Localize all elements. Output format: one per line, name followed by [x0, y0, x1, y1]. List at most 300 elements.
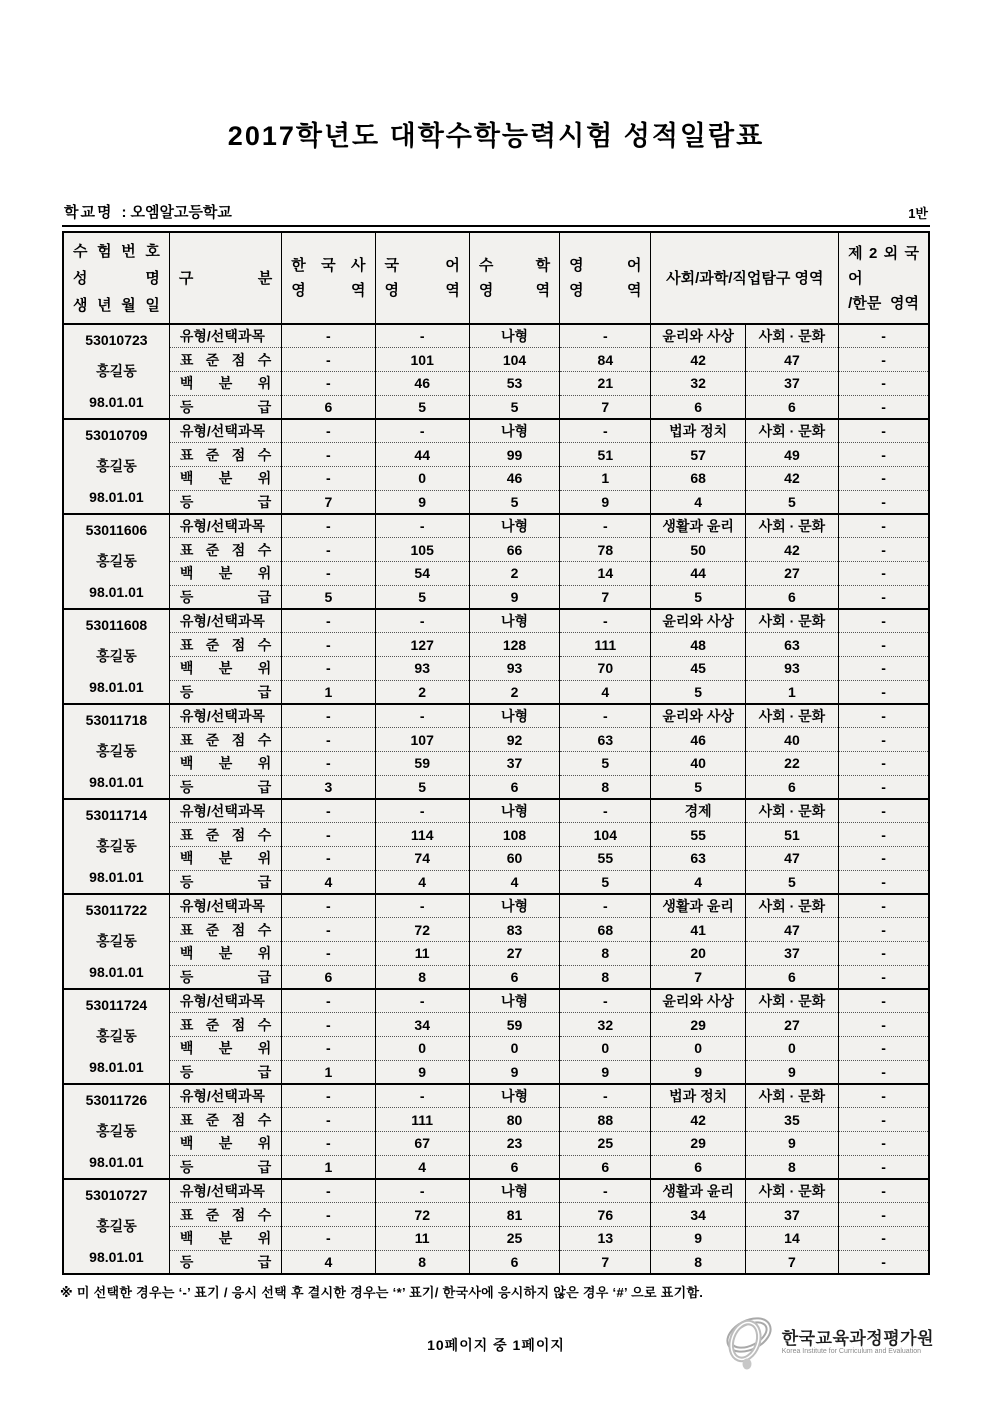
score-cell: -	[282, 514, 375, 538]
score-cell: 55	[651, 823, 745, 847]
score-cell: 윤리와 사상	[651, 324, 745, 348]
score-cell: 0	[560, 1037, 651, 1061]
score-cell: 72	[375, 918, 469, 942]
score-cell: 5	[745, 870, 838, 894]
score-cell: 93	[375, 657, 469, 681]
score-cell: 4	[282, 1250, 375, 1274]
score-cell: -	[560, 609, 651, 633]
score-cell: 1	[282, 1155, 375, 1179]
score-cell: 104	[560, 823, 651, 847]
score-cell: -	[282, 657, 375, 681]
header-student-line2: 성 명	[73, 269, 160, 287]
student-info-cell	[63, 324, 169, 419]
row-label: 백 분 위	[169, 942, 281, 966]
score-cell: -	[839, 847, 929, 871]
row-label: 등 급	[169, 395, 281, 419]
row-label: 표 준 점 수	[169, 633, 281, 657]
score-cell: 78	[560, 538, 651, 562]
score-cell: 6	[745, 395, 838, 419]
score-row	[63, 728, 929, 752]
student-id: 53010727	[85, 1187, 148, 1203]
score-cell: -	[839, 1179, 929, 1203]
score-cell: 6	[745, 775, 838, 799]
score-cell: 나형	[469, 1179, 559, 1203]
score-cell: 47	[745, 847, 838, 871]
row-label: 표 준 점 수	[169, 918, 281, 942]
score-cell: 60	[469, 847, 559, 871]
score-cell: 1	[745, 680, 838, 704]
row-label: 표 준 점 수	[169, 823, 281, 847]
row-label: 백 분 위	[169, 1227, 281, 1251]
student-birthdate: 98.01.01	[89, 489, 144, 505]
header-student-line1: 수 험 번 호	[73, 242, 160, 260]
score-cell: 99	[469, 443, 559, 467]
score-cell: 6	[469, 1155, 559, 1179]
score-cell: 105	[375, 538, 469, 562]
school-name-label: 학교명	[64, 204, 114, 221]
score-cell: 6	[469, 775, 559, 799]
score-row	[63, 918, 929, 942]
score-cell: 5	[375, 395, 469, 419]
row-label: 등 급	[169, 965, 281, 989]
header-second-language-line2: /한문 영역	[848, 294, 919, 312]
score-cell: 사회 · 문화	[745, 514, 838, 538]
kice-logo-subtitle: Korea Institute for Curriculum and Evaluation	[781, 1347, 921, 1355]
student-name: 홍길동	[96, 363, 137, 379]
score-cell: 0	[745, 1037, 838, 1061]
score-cell: 1	[282, 1060, 375, 1084]
score-cell: 7	[745, 1250, 838, 1274]
score-cell: 사회 · 문화	[745, 799, 838, 823]
score-cell: 32	[651, 372, 745, 396]
score-cell: 4	[375, 870, 469, 894]
score-cell: 2	[469, 680, 559, 704]
score-cell: 5	[745, 490, 838, 514]
score-cell: -	[560, 1179, 651, 1203]
score-cell: -	[839, 372, 929, 396]
score-cell: -	[839, 894, 929, 918]
score-cell: 63	[651, 847, 745, 871]
score-cell: 55	[560, 847, 651, 871]
score-cell: -	[839, 657, 929, 681]
score-cell: -	[839, 1108, 929, 1132]
score-cell: 49	[745, 443, 838, 467]
score-row	[63, 324, 929, 348]
score-cell: 사회 · 문화	[745, 704, 838, 728]
score-cell: 66	[469, 538, 559, 562]
score-cell: -	[282, 1013, 375, 1037]
school-name-line	[64, 201, 232, 222]
score-cell: -	[282, 989, 375, 1013]
header-tamgu-label: 사회/과학/직업탐구 영역	[666, 269, 824, 287]
score-cell: 46	[651, 728, 745, 752]
score-cell: -	[282, 1203, 375, 1227]
score-row	[63, 419, 929, 443]
score-cell: -	[839, 1084, 929, 1108]
score-cell: 50	[651, 538, 745, 562]
score-cell: 13	[560, 1227, 651, 1251]
score-cell: -	[839, 799, 929, 823]
score-cell: -	[282, 1227, 375, 1251]
row-label: 유형/선택과목	[169, 324, 281, 348]
score-cell: 44	[375, 443, 469, 467]
score-cell: 68	[560, 918, 651, 942]
score-cell: -	[560, 989, 651, 1013]
header-english	[560, 232, 651, 324]
score-cell: 88	[560, 1108, 651, 1132]
row-label: 등 급	[169, 1060, 281, 1084]
student-name: 홍길동	[96, 838, 137, 854]
score-cell: 8	[745, 1155, 838, 1179]
score-cell: 사회 · 문화	[745, 1084, 838, 1108]
score-row	[63, 894, 929, 918]
row-label: 등 급	[169, 680, 281, 704]
score-row	[63, 1132, 929, 1156]
score-cell: 44	[651, 562, 745, 586]
student-name: 홍길동	[96, 1218, 137, 1234]
score-cell: -	[282, 419, 375, 443]
score-cell: 8	[560, 965, 651, 989]
school-name-value: 오엠알고등학교	[130, 204, 232, 221]
score-row	[63, 538, 929, 562]
student-name: 홍길동	[96, 1028, 137, 1044]
score-cell: 나형	[469, 1084, 559, 1108]
student-info-cell	[63, 989, 169, 1084]
score-row	[63, 1250, 929, 1274]
header-korean	[375, 232, 469, 324]
student-id: 53011608	[85, 617, 148, 633]
score-cell: 5	[651, 775, 745, 799]
score-cell: -	[282, 1037, 375, 1061]
score-cell: 4	[375, 1155, 469, 1179]
score-cell: 37	[745, 942, 838, 966]
score-row	[63, 870, 929, 894]
score-row	[63, 1227, 929, 1251]
score-cell: 101	[375, 348, 469, 372]
score-cell: 나형	[469, 419, 559, 443]
score-cell: -	[560, 419, 651, 443]
score-cell: 14	[745, 1227, 838, 1251]
student-info-cell	[63, 1179, 169, 1274]
score-cell: -	[839, 965, 929, 989]
score-cell: 70	[560, 657, 651, 681]
row-label: 백 분 위	[169, 1037, 281, 1061]
score-cell: -	[839, 823, 929, 847]
score-cell: 111	[560, 633, 651, 657]
student-info-cell	[63, 419, 169, 514]
score-cell: 54	[375, 562, 469, 586]
pagination: 10페이지 중 1페이지	[427, 1337, 565, 1353]
score-row	[63, 823, 929, 847]
score-cell: 법과 정치	[651, 1084, 745, 1108]
score-cell: 47	[745, 918, 838, 942]
score-cell: -	[839, 585, 929, 609]
score-cell: 2	[375, 680, 469, 704]
student-name: 홍길동	[96, 648, 137, 664]
header-korean-line1: 국 어	[384, 257, 460, 274]
row-label: 등 급	[169, 1250, 281, 1274]
row-label: 표 준 점 수	[169, 348, 281, 372]
score-cell: -	[282, 324, 375, 348]
score-cell: 6	[469, 965, 559, 989]
score-cell: -	[375, 799, 469, 823]
score-row	[63, 1155, 929, 1179]
score-cell: 128	[469, 633, 559, 657]
score-cell: 14	[560, 562, 651, 586]
score-cell: -	[839, 1155, 929, 1179]
score-cell: -	[282, 1108, 375, 1132]
score-cell: -	[282, 538, 375, 562]
score-row	[63, 372, 929, 396]
score-cell: -	[375, 704, 469, 728]
score-table-body	[63, 324, 929, 1274]
score-row	[63, 799, 929, 823]
score-cell: 사회 · 문화	[745, 989, 838, 1013]
score-cell: 2	[469, 562, 559, 586]
score-cell: -	[839, 467, 929, 491]
score-cell: 93	[745, 657, 838, 681]
score-cell: -	[839, 680, 929, 704]
score-cell: -	[282, 942, 375, 966]
score-cell: -	[560, 799, 651, 823]
score-cell: 윤리와 사상	[651, 609, 745, 633]
score-cell: -	[375, 324, 469, 348]
score-cell: 나형	[469, 324, 559, 348]
score-row	[63, 680, 929, 704]
student-id: 53011726	[85, 1092, 148, 1108]
score-cell: 6	[282, 965, 375, 989]
score-cell: 46	[375, 372, 469, 396]
score-cell: 3	[282, 775, 375, 799]
score-cell: -	[839, 633, 929, 657]
score-row	[63, 752, 929, 776]
header-math-line1: 수 학	[478, 257, 551, 274]
score-cell: -	[282, 799, 375, 823]
table-header-row	[63, 232, 929, 324]
score-cell: 5	[282, 585, 375, 609]
kice-logo	[722, 1313, 934, 1371]
score-cell: 46	[469, 467, 559, 491]
score-cell: 5	[469, 395, 559, 419]
score-row	[63, 1179, 929, 1203]
class-label: 1반	[908, 206, 928, 221]
school-name-separator: :	[121, 204, 127, 221]
score-cell: 5	[469, 490, 559, 514]
score-cell: 127	[375, 633, 469, 657]
score-cell: 9	[651, 1227, 745, 1251]
score-cell: 7	[651, 965, 745, 989]
row-label: 등 급	[169, 1155, 281, 1179]
score-cell: 6	[651, 395, 745, 419]
score-cell: 8	[651, 1250, 745, 1274]
score-cell: 7	[560, 1250, 651, 1274]
score-cell: 4	[469, 870, 559, 894]
header-tamgu	[651, 232, 839, 324]
score-cell: 41	[651, 918, 745, 942]
score-cell: 나형	[469, 514, 559, 538]
score-cell: 5	[560, 752, 651, 776]
row-label: 유형/선택과목	[169, 704, 281, 728]
score-cell: 나형	[469, 799, 559, 823]
score-cell: 47	[745, 348, 838, 372]
score-cell: -	[282, 633, 375, 657]
score-cell: -	[282, 1179, 375, 1203]
score-cell: -	[282, 847, 375, 871]
score-cell: 67	[375, 1132, 469, 1156]
score-cell: 4	[282, 870, 375, 894]
student-name: 홍길동	[96, 933, 137, 949]
header-student-line3: 생 년 월 일	[73, 296, 160, 314]
header-second-language	[839, 232, 929, 324]
score-cell: -	[839, 870, 929, 894]
score-cell: 생활과 윤리	[651, 1179, 745, 1203]
student-info-cell	[63, 609, 169, 704]
score-cell: -	[375, 1084, 469, 1108]
score-cell: -	[839, 1037, 929, 1061]
row-label: 백 분 위	[169, 372, 281, 396]
score-row	[63, 395, 929, 419]
row-label: 백 분 위	[169, 1132, 281, 1156]
row-label: 유형/선택과목	[169, 894, 281, 918]
score-row	[63, 1108, 929, 1132]
score-cell: 9	[469, 585, 559, 609]
score-row	[63, 847, 929, 871]
score-row	[63, 609, 929, 633]
score-row	[63, 467, 929, 491]
score-cell: 0	[375, 467, 469, 491]
score-cell: 5	[560, 870, 651, 894]
score-cell: -	[560, 514, 651, 538]
footnote: ※ 미 선택한 경우는 ‘-’ 표기 / 응시 선택 후 결시한 경우는 ‘*’ 표기/ 한국사에 응시하지 않은 경우 ‘#’ 으로 표기함.	[60, 1285, 704, 1300]
score-cell: -	[282, 372, 375, 396]
header-korean-history-line2: 영 역	[291, 282, 366, 299]
score-cell: 27	[469, 942, 559, 966]
score-cell: 9	[469, 1060, 559, 1084]
score-cell: 법과 정치	[651, 419, 745, 443]
score-cell: 8	[560, 775, 651, 799]
row-label: 등 급	[169, 870, 281, 894]
student-name: 홍길동	[96, 458, 137, 474]
score-cell: 4	[651, 870, 745, 894]
header-korean-history	[282, 232, 375, 324]
row-label: 유형/선택과목	[169, 609, 281, 633]
score-cell: 0	[469, 1037, 559, 1061]
score-cell: 34	[651, 1203, 745, 1227]
score-cell: 6	[560, 1155, 651, 1179]
header-english-line2: 영 역	[569, 282, 642, 299]
score-cell: 윤리와 사상	[651, 989, 745, 1013]
student-id: 53011714	[85, 807, 148, 823]
score-cell: 25	[469, 1227, 559, 1251]
row-label: 등 급	[169, 585, 281, 609]
header-gubun	[169, 232, 281, 324]
score-cell: -	[839, 1203, 929, 1227]
score-cell: 108	[469, 823, 559, 847]
row-label: 표 준 점 수	[169, 1203, 281, 1227]
student-id: 53010723	[85, 332, 148, 348]
score-cell: -	[282, 443, 375, 467]
header-student	[63, 232, 169, 324]
student-info-cell	[63, 799, 169, 894]
score-cell: 6	[469, 1250, 559, 1274]
score-cell: 42	[651, 348, 745, 372]
score-cell: 51	[745, 823, 838, 847]
score-cell: 29	[651, 1013, 745, 1037]
score-row	[63, 1084, 929, 1108]
score-cell: 윤리와 사상	[651, 704, 745, 728]
student-info-cell	[63, 894, 169, 989]
score-cell: 25	[560, 1132, 651, 1156]
score-cell: 53	[469, 372, 559, 396]
score-cell: 59	[375, 752, 469, 776]
kice-logo-text	[782, 1330, 934, 1355]
score-cell: -	[839, 490, 929, 514]
score-cell: -	[839, 348, 929, 372]
score-row	[63, 965, 929, 989]
score-cell: 40	[745, 728, 838, 752]
score-cell: 4	[560, 680, 651, 704]
score-cell: 나형	[469, 704, 559, 728]
score-row	[63, 490, 929, 514]
row-label: 표 준 점 수	[169, 728, 281, 752]
score-cell: 22	[745, 752, 838, 776]
score-row	[63, 443, 929, 467]
score-cell: -	[282, 348, 375, 372]
score-cell: 6	[651, 1155, 745, 1179]
score-cell: 35	[745, 1108, 838, 1132]
score-cell: 74	[375, 847, 469, 871]
student-birthdate: 98.01.01	[89, 1154, 144, 1170]
score-cell: 42	[651, 1108, 745, 1132]
kice-logo-icon	[722, 1313, 778, 1371]
score-cell: 93	[469, 657, 559, 681]
score-cell: -	[375, 1179, 469, 1203]
student-id: 53011718	[85, 712, 148, 728]
score-cell: 5	[651, 585, 745, 609]
score-table	[62, 231, 930, 1275]
row-label: 유형/선택과목	[169, 1179, 281, 1203]
score-cell: -	[375, 419, 469, 443]
row-label: 백 분 위	[169, 847, 281, 871]
score-row	[63, 514, 929, 538]
header-math	[469, 232, 559, 324]
score-cell: -	[839, 918, 929, 942]
score-cell: -	[282, 467, 375, 491]
student-info-cell	[63, 1084, 169, 1179]
score-row	[63, 585, 929, 609]
score-cell: -	[839, 1227, 929, 1251]
score-cell: -	[839, 1013, 929, 1037]
kice-logo-name: 한국교육과정평가원	[781, 1328, 934, 1348]
score-cell: -	[282, 1132, 375, 1156]
score-cell: 사회 · 문화	[745, 1179, 838, 1203]
student-id: 53010709	[85, 427, 148, 443]
student-birthdate: 98.01.01	[89, 964, 144, 980]
score-cell: 나형	[469, 989, 559, 1013]
score-cell: 27	[745, 562, 838, 586]
student-birthdate: 98.01.01	[89, 679, 144, 695]
row-label: 유형/선택과목	[169, 514, 281, 538]
score-cell: -	[839, 728, 929, 752]
student-info-cell	[63, 514, 169, 609]
score-row	[63, 942, 929, 966]
score-cell: -	[560, 704, 651, 728]
score-cell: -	[282, 562, 375, 586]
score-cell: -	[839, 775, 929, 799]
score-row	[63, 657, 929, 681]
score-cell: -	[839, 704, 929, 728]
score-cell: 5	[651, 680, 745, 704]
